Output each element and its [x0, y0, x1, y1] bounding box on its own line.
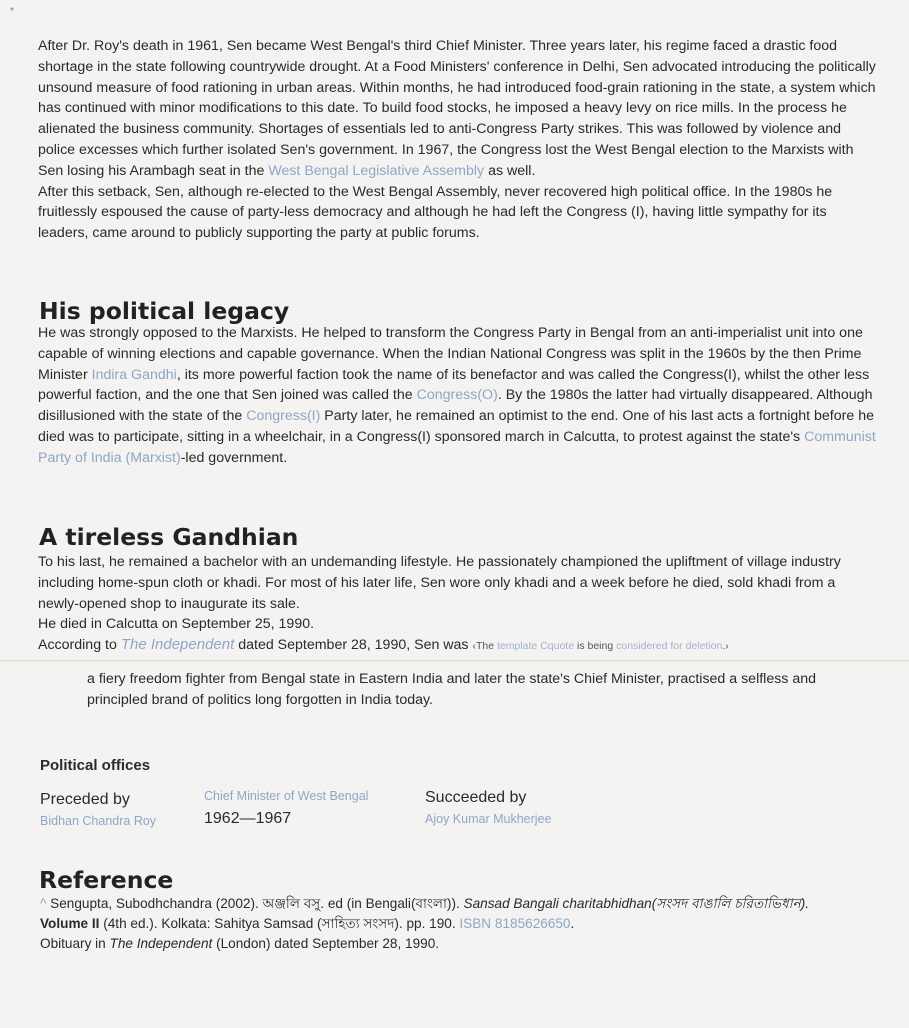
ref2-text-b: (London) dated September 28, 1990. — [216, 936, 440, 951]
legacy-text-2: , its more powerful faction took the name of its benefactor and was called the Congress(I), whilst the other less powerful faction, and the one that Sen joined was called the — [38, 366, 870, 404]
ref1-end: . — [570, 916, 575, 931]
corner-mark: * — [10, 6, 14, 17]
reference-list — [40, 894, 840, 954]
link-west-bengal-legislative-assembly[interactable]: West Bengal Legislative Assembly — [268, 162, 485, 179]
office-years: 1962—1967 — [204, 810, 292, 827]
template-deletion-note — [472, 640, 728, 652]
legacy-text-1: He was strongly opposed to the Marxists. He helped to transform the Congress Party in Bengal from an anti-imperialist unit into one capable of winning elections and capable governance. When the Indian National Congress was split in the 1960s by the then Prime Minister — [38, 325, 863, 383]
note-mid: is being — [576, 640, 614, 653]
block-quote: a fiery freedom fighter from Bengal state in Eastern India and later the state's Chief Minister, practised a selfless and principled brand of politics long forgotten in India today. — [87, 671, 817, 708]
legacy-text-4: Party later, he remained an optimist to the end. One of his last acts a fortnight before he died was to participate, sitting in a wheelchair, in a Congress(I) sponsored march in Calcutta, to protest against the state's — [38, 408, 874, 445]
link-chief-minister-west-bengal[interactable]: Chief Minister of West Bengal — [204, 789, 369, 803]
intro-paragraph — [38, 36, 878, 244]
succeeded-by-label: Succeeded by — [425, 789, 527, 806]
link-bidhan-chandra-roy[interactable]: Bidhan Chandra Roy — [40, 814, 157, 828]
ref1-text-b: (4th ed.). Kolkata: Sahitya Samsad (সাহিত্য সংসদ). pp. 190. — [103, 916, 456, 931]
political-offices-title: Political offices — [40, 757, 151, 774]
link-template-cquote[interactable]: template Cquote — [497, 640, 575, 653]
gandhian-text-2: He died in Calcutta on September 25, 1990. — [38, 616, 315, 633]
link-the-independent[interactable]: The Independent — [120, 636, 235, 654]
link-congress-i[interactable]: Congress(I) — [246, 408, 321, 425]
reference-item — [40, 934, 840, 954]
reference-item — [40, 894, 840, 934]
legacy-paragraph — [38, 323, 878, 469]
gandhian-text-1: To his last, he remained a bachelor with an undemanding lifestyle. He passionately championed the upliftment of village industry including home-spun cloth or khadi. For most of his later life, Sen wore only khadi and a week before he died, sold khadi from a newly-opened shop to inaugurate its sale. — [38, 554, 841, 612]
intro-text-a: After Dr. Roy's death in 1961, Sen became West Bengal's third Chief Minister. Three years later, his regime faced a drastic food shortage in the state following countrywide drought. At a Food Ministers' conference in Delhi, Sen advocated introducing the politically unsound measure of food rationing in urban areas. Within months, he had introduced food-grain rationing in the state, a system which has continued with minor modifications to this date. To build food stocks, he imposed a heavy levy on rice mills. In the process he alienated the business community. Shortages of essentials led to anti-Congress Party strikes. This was followed by violence and police excesses which further isolated Sen's government. In 1967, the Congress lost the West Bengal election to the Marxists with Sen losing his Arambagh seat in the — [38, 38, 876, 179]
note-open: ‹The — [472, 640, 495, 653]
link-cpi-marxist[interactable]: Communist Party of India (Marxist) — [38, 428, 876, 466]
preceded-by-label: Preceded by — [40, 791, 130, 808]
gandhian-paragraph — [38, 552, 878, 657]
intro-text-c: After this setback, Sen, although re-elected to the West Bengal Assembly, never recovered high political office. In the 1980s he fruitlessly espoused the cause of party-less democracy and although he had left the Congress (I), having little sympathy for its leaders, came around to publicly supporting the party at public forums. — [38, 183, 833, 242]
link-indira-gandhi[interactable]: Indira Gandhi — [91, 366, 177, 383]
ref1-title: Sansad Bangali charitabhidhan(সংসদ বাঙালি চরিতাভিধান). — [463, 896, 810, 911]
back-reference-caret[interactable]: ^ — [40, 896, 47, 911]
ref2-text-a: Obituary in — [40, 936, 106, 951]
heading-reference: Reference — [39, 866, 174, 894]
heading-tireless-gandhian: A tireless Gandhian — [39, 523, 299, 551]
legacy-text-5: -led government. — [180, 449, 288, 466]
link-ajoy-kumar-mukherjee[interactable]: Ajoy Kumar Mukherjee — [425, 812, 552, 826]
legacy-text-3: . By the 1980s the latter had virtually disappeared. Although disillusioned with the state of the — [38, 387, 873, 425]
heading-political-legacy: His political legacy — [39, 297, 290, 325]
paper-fold-line — [0, 660, 909, 662]
link-isbn[interactable]: ISBN 8185626650 — [459, 916, 571, 931]
intro-text-b: as well. — [488, 162, 536, 179]
gandhian-text-4: dated September 28, 1990, Sen was — [238, 637, 469, 654]
note-close: .› — [722, 640, 729, 653]
ref2-title: The Independent — [109, 936, 213, 951]
gandhian-text-3: According to — [38, 637, 117, 654]
ref1-text-a: Sengupta, Subodhchandra (2002). অঞ্জলি বসু. ed (in Bengali(বাংলা)). — [50, 896, 460, 911]
link-considered-for-deletion[interactable]: considered for deletion — [616, 640, 723, 653]
link-congress-o[interactable]: Congress(O) — [416, 387, 498, 404]
ref1-volume: Volume II — [40, 916, 100, 931]
